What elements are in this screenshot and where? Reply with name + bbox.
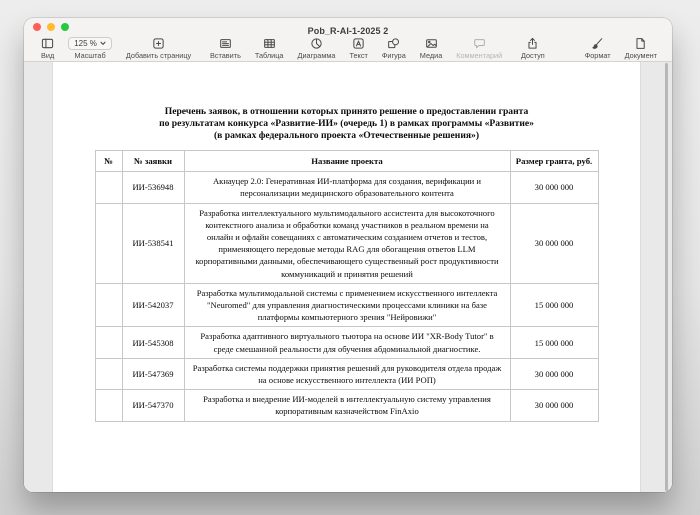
toolbar-media-button[interactable] xyxy=(413,37,449,60)
document-canvas xyxy=(24,62,672,492)
toolbar xyxy=(24,37,672,62)
zoom-dropdown[interactable] xyxy=(68,37,112,50)
cell-num[interactable] xyxy=(95,327,122,358)
cell-application-id[interactable]: ИИ-538541 xyxy=(122,203,184,283)
cell-num[interactable] xyxy=(95,172,122,203)
toolbar-label: Комментарий xyxy=(456,51,503,60)
header-num[interactable]: № xyxy=(95,151,122,172)
table-row xyxy=(95,327,598,358)
pages-window xyxy=(24,18,672,492)
toolbar-left-group xyxy=(34,37,198,60)
toolbar-label: Таблица xyxy=(254,51,284,60)
toolbar-text-button[interactable] xyxy=(342,37,374,60)
header-project-name[interactable]: Название проекта xyxy=(184,151,510,172)
sidebar-icon xyxy=(41,37,54,50)
cell-num[interactable] xyxy=(95,390,122,421)
toolbar-right-group xyxy=(514,37,664,60)
document-heading[interactable] xyxy=(53,106,640,142)
cell-grant-size[interactable]: 30 000 000 xyxy=(510,203,598,283)
table-row xyxy=(95,283,598,327)
toolbar-label: Фигура xyxy=(381,51,406,60)
format-brush-icon xyxy=(591,37,604,50)
toolbar-label: Текст xyxy=(349,51,368,60)
cell-grant-size[interactable]: 30 000 000 xyxy=(510,358,598,389)
chevron-down-icon xyxy=(100,39,106,48)
add-page-icon xyxy=(152,37,165,50)
document-page xyxy=(53,62,640,492)
document-body xyxy=(53,62,640,422)
toolbar-label: Диаграмма xyxy=(297,51,336,60)
close-window-button[interactable] xyxy=(33,23,41,31)
cell-grant-size[interactable]: 30 000 000 xyxy=(510,390,598,421)
header-application-id[interactable]: № заявки xyxy=(122,151,184,172)
cell-application-id[interactable]: ИИ-545308 xyxy=(122,327,184,358)
toolbar-label: Вставить xyxy=(209,51,241,60)
media-icon xyxy=(425,37,438,50)
cell-num[interactable] xyxy=(95,283,122,327)
cell-grant-size[interactable]: 15 000 000 xyxy=(510,327,598,358)
vertical-scrollbar[interactable] xyxy=(665,63,668,491)
table-icon xyxy=(263,37,276,50)
toolbar-label: Добавить страницу xyxy=(125,51,192,60)
toolbar-add-page-button[interactable] xyxy=(119,37,198,60)
traffic-lights xyxy=(33,23,69,31)
cell-application-id[interactable]: ИИ-547370 xyxy=(122,390,184,421)
window-title: Pob_R-AI-1-2025 2 xyxy=(307,25,389,36)
comment-icon xyxy=(473,37,486,50)
shapes-icon xyxy=(387,37,400,50)
cell-project-name[interactable]: Разработка системы поддержки принятия решений для руководителя отдела продаж на основе искусственного интеллекта (ИИ РОП) xyxy=(184,358,510,389)
toolbar-insert-button[interactable] xyxy=(203,37,248,60)
heading-line: (в рамках федерального проекта «Отечественные решения») xyxy=(213,130,480,141)
minimize-window-button[interactable] xyxy=(47,23,55,31)
cell-project-name[interactable]: Разработка и внедрение ИИ-моделей в интеллектуальную систему управления корпоративным казначейством FinAxio xyxy=(184,390,510,421)
toolbar-label: Медиа xyxy=(419,51,443,60)
toolbar-table-button[interactable] xyxy=(248,37,291,60)
toolbar-comment-button[interactable] xyxy=(449,37,509,60)
heading-line: Перечень заявок, в отношении которых принято решение о предоставлении гранта xyxy=(164,106,529,117)
share-icon xyxy=(526,37,539,50)
toolbar-label: Доступ xyxy=(520,51,545,60)
toolbar-shape-button[interactable] xyxy=(375,37,413,60)
toolbar-share-button[interactable] xyxy=(514,37,552,60)
text-box-icon xyxy=(352,37,365,50)
zoom-value: 125 % xyxy=(74,39,97,48)
maximize-window-button[interactable] xyxy=(61,23,69,31)
toolbar-label: Документ xyxy=(624,51,657,60)
toolbar-label: Масштаб xyxy=(74,51,106,60)
canvas-margin-left xyxy=(24,62,53,492)
toolbar-center-group xyxy=(203,37,509,60)
toolbar-view-button[interactable] xyxy=(34,37,61,60)
document-icon xyxy=(634,37,647,50)
cell-grant-size[interactable]: 30 000 000 xyxy=(510,172,598,203)
header-grant-size[interactable]: Размер гранта, руб. xyxy=(510,151,598,172)
table-row xyxy=(95,203,598,283)
grants-table xyxy=(95,150,599,422)
cell-grant-size[interactable]: 15 000 000 xyxy=(510,283,598,327)
window-titlebar xyxy=(24,18,672,37)
cell-num[interactable] xyxy=(95,358,122,389)
table-header-row xyxy=(95,151,598,172)
cell-application-id[interactable]: ИИ-547369 xyxy=(122,358,184,389)
cell-project-name[interactable]: Разработка интеллектуального мультимодального ассистента для высокоточного контекстного анализа и обработки команд участников в реальном времени на онлайн и офлайн совещаниях с автоматическим созданием отчетов и тестов, применяющего передовые методы RAG для обогащения ответов LLM корпоративными данными, обеспечивающего существенный рост продуктивности коммуникаций и принятия решений xyxy=(184,203,510,283)
table-row xyxy=(95,358,598,389)
cell-application-id[interactable]: ИИ-536948 xyxy=(122,172,184,203)
toolbar-zoom-control[interactable] xyxy=(61,37,119,60)
table-row xyxy=(95,390,598,421)
toolbar-label: Формат xyxy=(584,51,611,60)
table-row xyxy=(95,172,598,203)
cell-project-name[interactable]: Разработка мультимодальной системы с применением искусственного интеллекта "Neuromed" для управления диагностическими процессами клиники на базе платформы компьютерного зрения "Нейровижи" xyxy=(184,283,510,327)
toolbar-document-button[interactable] xyxy=(618,37,664,60)
cell-project-name[interactable]: Разработка адаптивного виртуального тьютора на основе ИИ "XR-Body Tutor" в среде смешанной реальности для обучения абдоминальной диагностике. xyxy=(184,327,510,358)
toolbar-chart-button[interactable] xyxy=(291,37,343,60)
cell-project-name[interactable]: Акнауцер 2.0: Генеративная ИИ-платформа для создания, верификации и персонализации медицинского образовательного контента xyxy=(184,172,510,203)
cell-application-id[interactable]: ИИ-542037 xyxy=(122,283,184,327)
insert-icon xyxy=(219,37,232,50)
toolbar-format-button[interactable] xyxy=(578,37,618,60)
toolbar-label: Вид xyxy=(41,51,55,60)
cell-num[interactable] xyxy=(95,203,122,283)
pie-chart-icon xyxy=(310,37,323,50)
heading-line: по результатам конкурса «Развитие-ИИ» (очередь 1) в рамках программы «Развитие» xyxy=(159,118,534,129)
